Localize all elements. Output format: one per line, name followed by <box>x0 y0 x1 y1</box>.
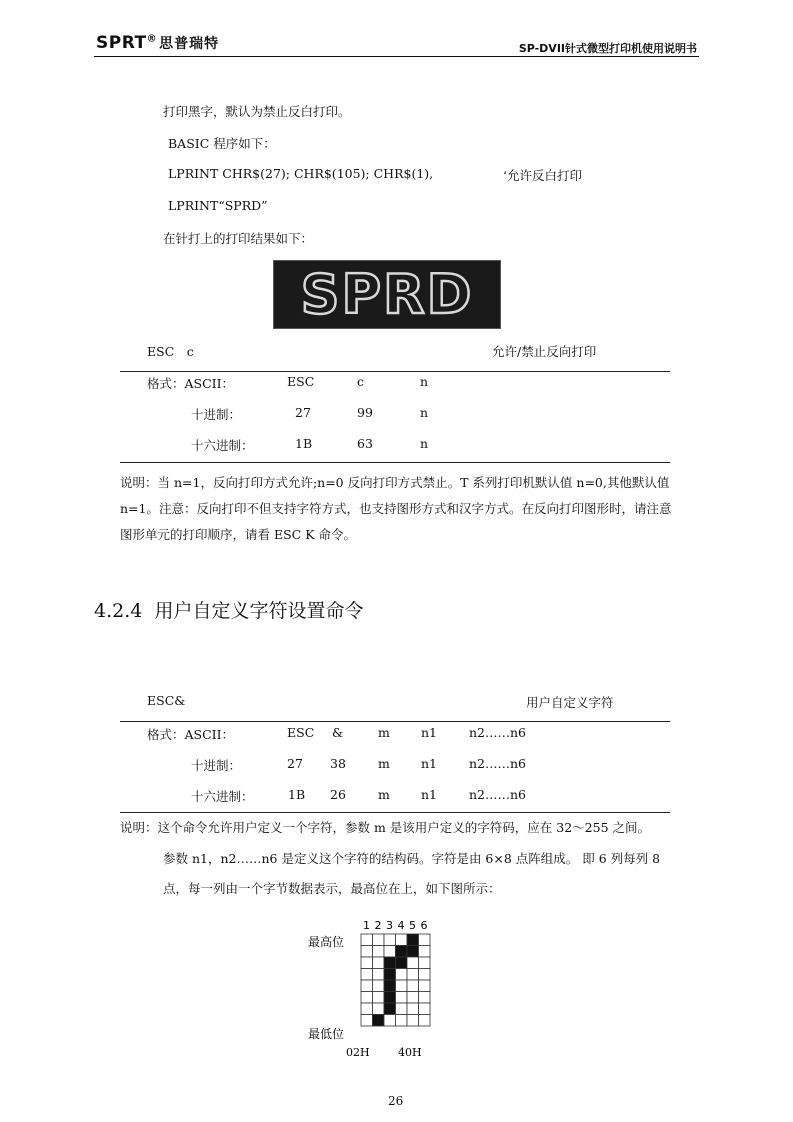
dot-filled <box>407 934 419 946</box>
dot-filled <box>396 946 408 958</box>
esc-c-row-dec-c3: n <box>420 405 429 420</box>
code-line-2: LPRINT“SPRD” <box>168 198 268 213</box>
page-number: 26 <box>388 1094 404 1108</box>
dot-empty <box>361 992 373 1004</box>
brand-name: SPRT <box>96 33 147 53</box>
dot-filled <box>396 957 408 969</box>
hex-right-label: 40H <box>398 1046 422 1059</box>
esc-amp-row-hex-c5: n2……n6 <box>469 787 527 802</box>
esc-c-row-dec-c2: 99 <box>357 405 373 420</box>
dot-empty <box>396 980 408 992</box>
hex-left-label: 02H <box>346 1046 370 1059</box>
dot-empty <box>384 946 396 958</box>
column-label-1: 1 <box>363 919 370 932</box>
esc-amp-desc-2: 参数 n1，n2……n6 是定义这个字符的结构码。字符是由 6×8 点阵组成。 即 6 列每列 8 <box>163 851 661 866</box>
dot-empty <box>361 980 373 992</box>
dot-empty <box>419 946 431 958</box>
dot-empty <box>384 934 396 946</box>
dot-empty <box>361 1003 373 1015</box>
esc-amp-row-dec-c5: n2……n6 <box>469 756 527 771</box>
brand-name-cn: 思普瑞特 <box>159 36 220 52</box>
code-line-1-comment: ‘允许反白打印 <box>503 168 582 183</box>
dot-empty <box>373 980 385 992</box>
dot-empty <box>407 992 419 1004</box>
msb-label: 最高位 <box>308 935 345 949</box>
esc-amp-row-dec-label: 十进制： <box>191 758 242 773</box>
dot-empty <box>419 934 431 946</box>
column-label-5: 5 <box>409 919 416 932</box>
dot-empty <box>407 1015 419 1027</box>
dot-filled <box>384 992 396 1004</box>
esc-c-row-hex-c1: 1B <box>295 436 313 451</box>
esc-c-row-ascii-c3: n <box>420 374 429 389</box>
esc-amp-desc-3: 点，每一列由一个字节数据表示，最高位在上，如下图所示： <box>163 881 501 896</box>
dot-empty <box>361 1015 373 1027</box>
code-line-1: LPRINT CHR$(27); CHR$(105); CHR$(1), <box>168 166 434 181</box>
dot-empty <box>407 980 419 992</box>
column-label-3: 3 <box>386 919 393 932</box>
dot-empty <box>361 946 373 958</box>
intro-line-1: 打印黑字，默认为禁止反白打印。 <box>163 104 351 119</box>
dot-filled <box>407 946 419 958</box>
esc-amp-row-hex-c2: 26 <box>330 787 346 802</box>
esc-amp-row-hex-c1: 1B <box>288 787 306 802</box>
print-sample-image <box>273 260 501 329</box>
registered-mark: ® <box>146 33 158 45</box>
dot-filled <box>384 957 396 969</box>
dot-empty <box>384 1015 396 1027</box>
lsb-label: 最低位 <box>308 1027 345 1041</box>
esc-amp-row-ascii-label: 格式：ASCII： <box>147 727 235 742</box>
esc-amp-row-dec-c4: n1 <box>421 756 438 771</box>
dot-empty <box>419 1015 431 1027</box>
esc-amp-desc-1: 说明：这个命令允许用户定义一个字符，参数 m 是该用户定义的字符码，应在 32～255 之间。 <box>120 820 651 835</box>
dot-empty <box>419 980 431 992</box>
esc-amp-title: 用户自定义字符 <box>526 695 614 710</box>
esc-amp-rule-bottom <box>120 812 670 813</box>
esc-amp-command: ESC& <box>147 693 186 708</box>
section-heading <box>94 596 363 623</box>
dot-matrix-grid <box>361 934 430 1026</box>
esc-c-row-ascii-label: 格式：ASCII： <box>147 376 235 391</box>
dot-empty <box>361 969 373 981</box>
dot-empty <box>396 1015 408 1027</box>
column-label-6: 6 <box>420 919 428 932</box>
section-number: 4.2.4 <box>94 600 143 622</box>
esc-amp-row-ascii-c1: ESC <box>287 725 315 740</box>
dot-empty <box>373 934 385 946</box>
esc-amp-row-dec-c3: m <box>378 756 390 771</box>
dot-filled <box>373 1015 385 1027</box>
dot-empty <box>419 957 431 969</box>
esc-amp-row-dec-c2: 38 <box>330 756 346 771</box>
esc-amp-rule-top <box>120 721 670 722</box>
esc-c-row-hex-label: 十六进制： <box>191 438 254 453</box>
esc-c-row-ascii-c2: c <box>357 374 365 389</box>
dot-empty <box>396 992 408 1004</box>
dot-empty <box>407 957 419 969</box>
esc-c-row-ascii-c1: ESC <box>287 374 315 389</box>
esc-amp-row-ascii-c2: & <box>332 725 344 740</box>
esc-amp-row-hex-c3: m <box>378 787 390 802</box>
dot-empty <box>361 957 373 969</box>
esc-amp-row-hex-label: 十六进制： <box>191 789 254 804</box>
dot-empty <box>407 969 419 981</box>
brand-logo <box>96 33 219 53</box>
esc-c-command: ESC c <box>147 344 194 359</box>
column-labels <box>363 919 428 932</box>
column-label-2: 2 <box>374 919 382 932</box>
dot-empty <box>419 969 431 981</box>
esc-c-rule-top <box>120 371 670 372</box>
esc-c-row-hex-c2: 63 <box>357 436 373 451</box>
dot-empty <box>373 957 385 969</box>
dot-empty <box>419 1003 431 1015</box>
esc-amp-row-hex-c4: n1 <box>421 787 438 802</box>
dot-empty <box>419 992 431 1004</box>
dot-filled <box>384 969 396 981</box>
esc-c-row-hex-c3: n <box>420 436 429 451</box>
dot-empty <box>407 1003 419 1015</box>
intro-basic-label: BASIC 程序如下： <box>168 136 276 151</box>
esc-amp-row-ascii-c3: m <box>378 725 390 740</box>
header-divider <box>94 56 699 57</box>
esc-c-title: 允许/禁止反向打印 <box>492 344 597 359</box>
dot-empty <box>373 1003 385 1015</box>
intro-result-label: 在针打上的打印结果如下： <box>163 231 314 246</box>
dot-empty <box>396 969 408 981</box>
dot-empty <box>373 992 385 1004</box>
esc-c-rule-bottom <box>120 462 670 463</box>
dot-filled <box>384 1003 396 1015</box>
section-title: 用户自定义字符设置命令 <box>154 600 364 622</box>
document-title: SP-DVII针式微型打印机使用说明书 <box>518 42 697 55</box>
esc-c-description: 说明：当 n=1，反向打印方式允许;n=0 反向打印方式禁止。T 系列打印机默认值 n=0,其他默认值 n=1。注意：反向打印不但支持字符方式，也支持图形方式和汉字方式。在反向打印图形时，请注意图形单元的打印顺序，请看 ESC K 命令。 <box>120 475 672 542</box>
esc-amp-row-dec-c1: 27 <box>287 756 303 771</box>
dot-empty <box>361 934 373 946</box>
esc-c-row-dec-label: 十进制： <box>191 407 242 422</box>
esc-amp-row-ascii-c4: n1 <box>421 725 438 740</box>
esc-c-row-dec-c1: 27 <box>295 405 311 420</box>
dot-empty <box>396 934 408 946</box>
column-label-4: 4 <box>397 919 405 932</box>
dot-empty <box>373 969 385 981</box>
print-sample-text: SPRD <box>300 263 474 326</box>
dot-empty <box>373 946 385 958</box>
dot-empty <box>396 1003 408 1015</box>
dot-filled <box>384 980 396 992</box>
esc-amp-row-ascii-c5: n2……n6 <box>469 725 527 740</box>
